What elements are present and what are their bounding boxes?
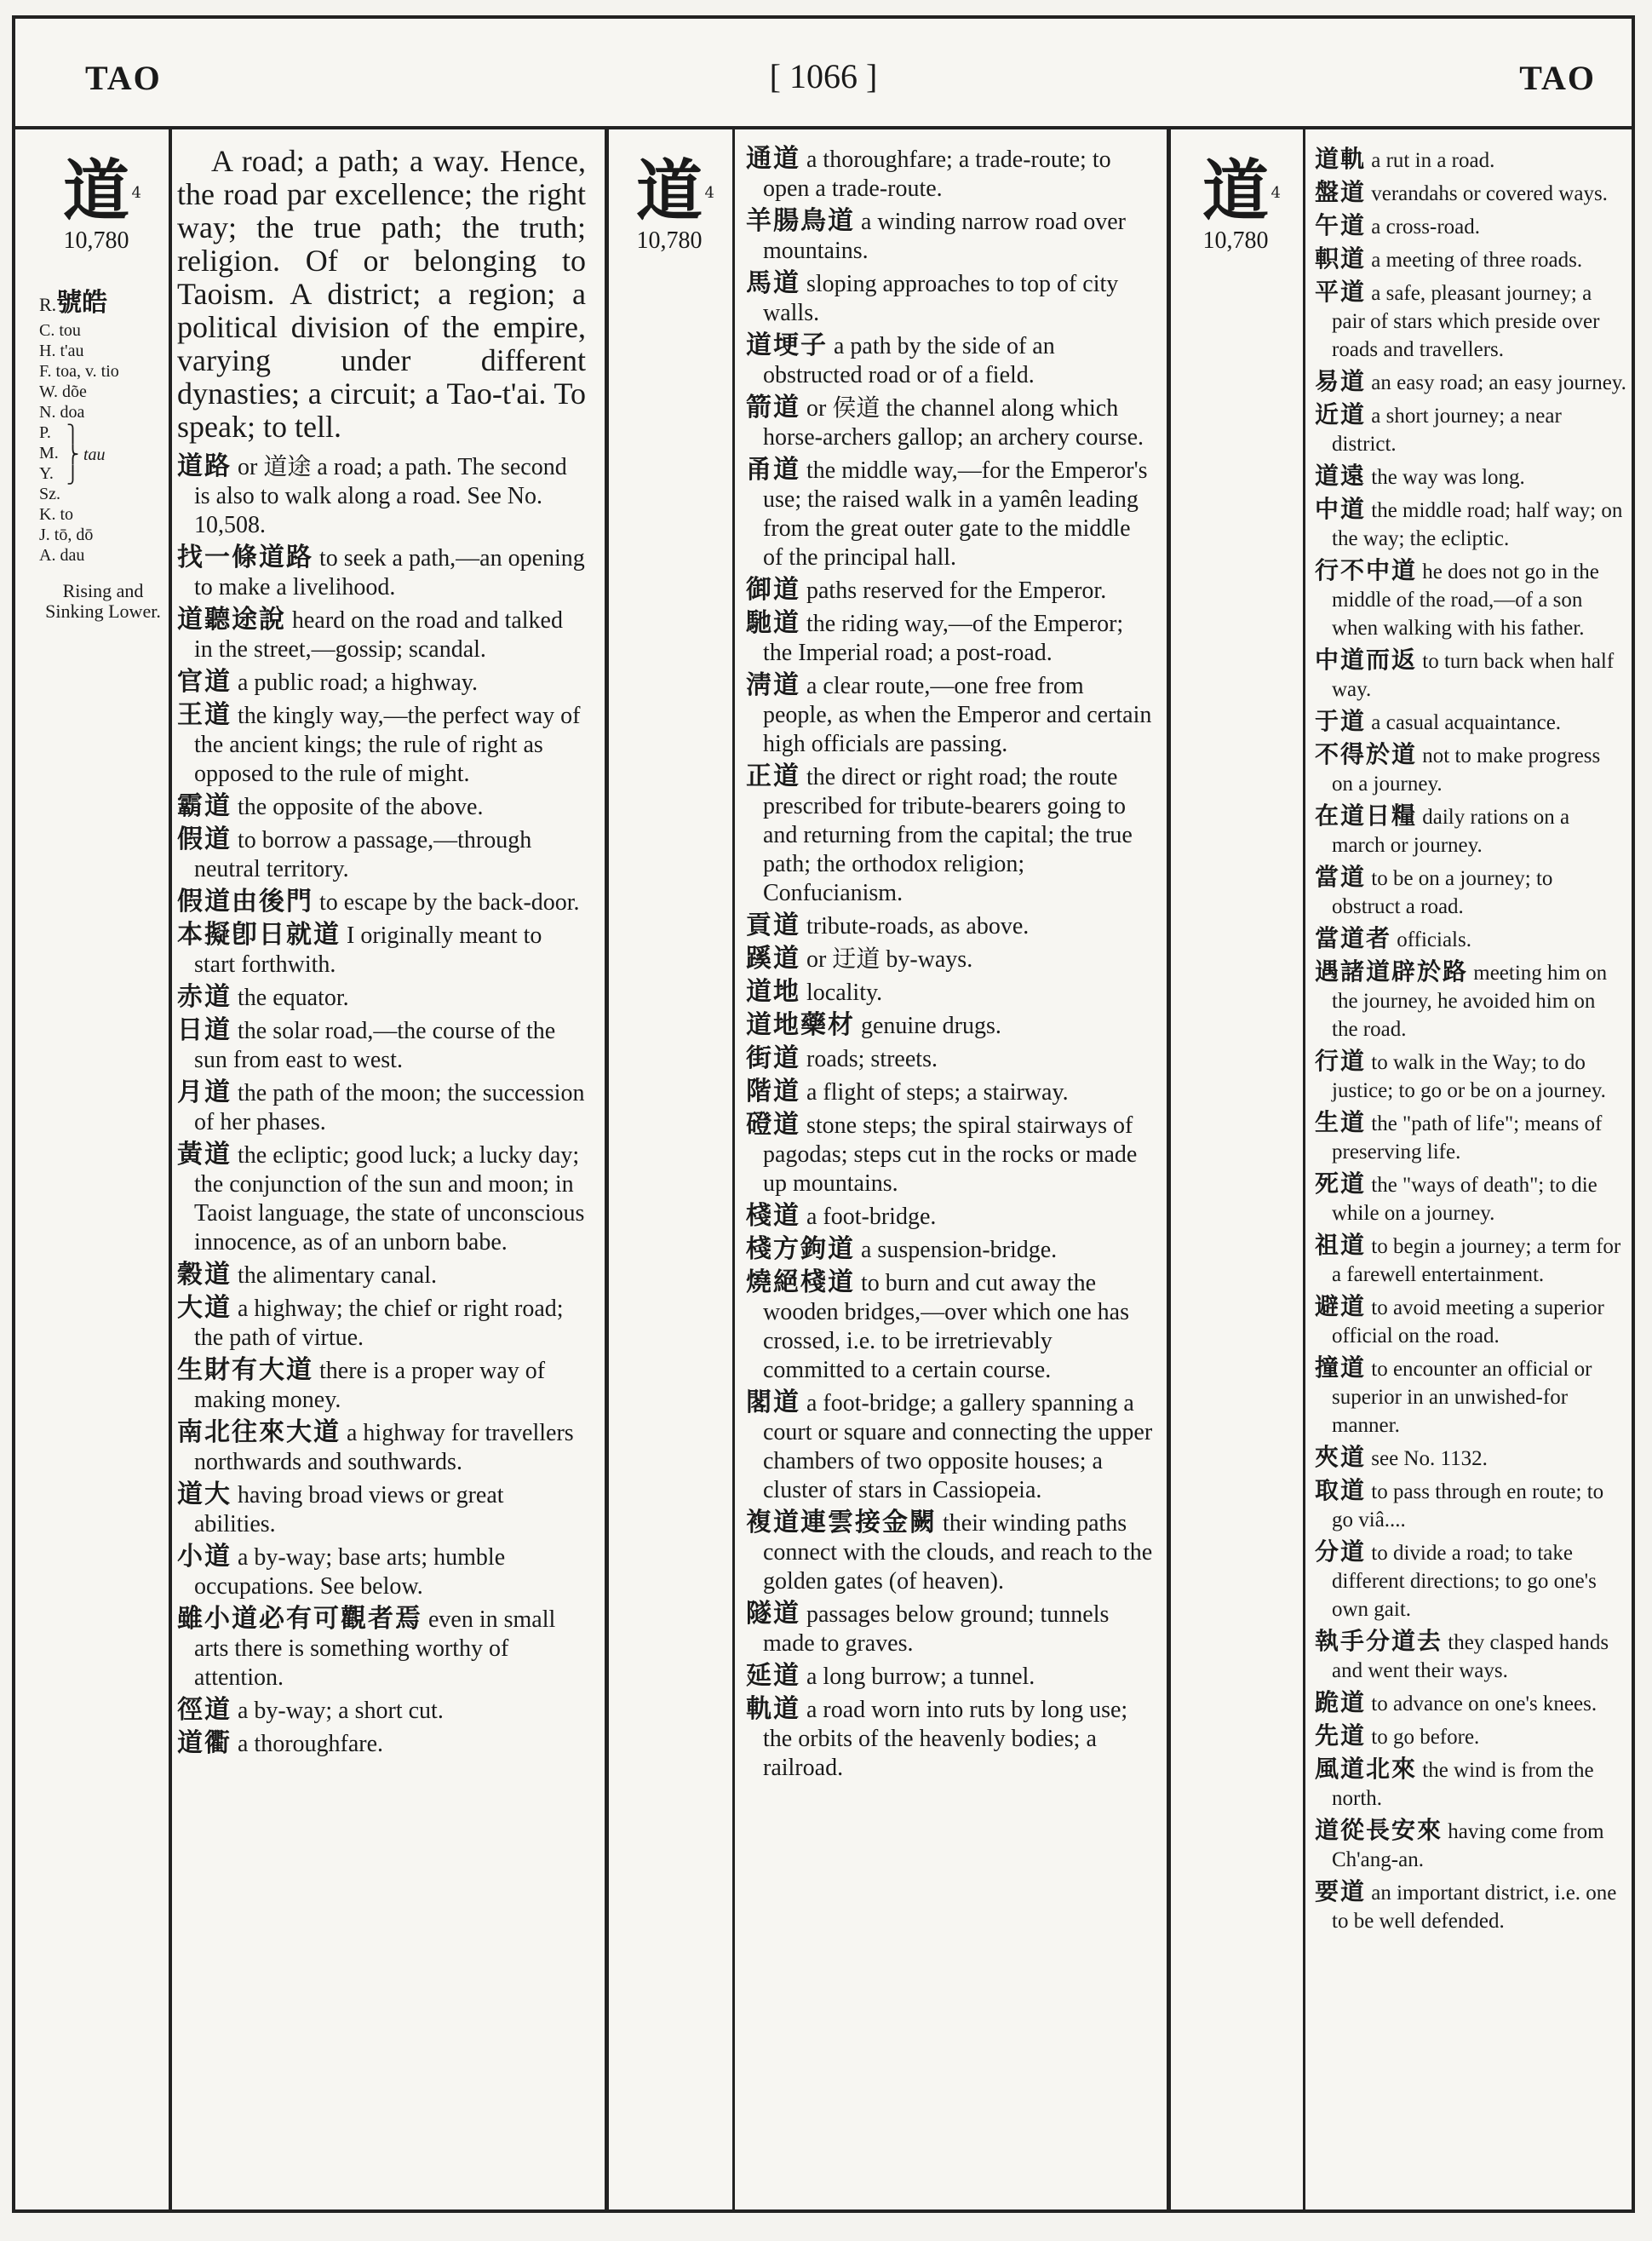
entry-definition: to divide a road; to take different directions; to go one's own gait. — [1332, 1542, 1597, 1621]
dictionary-entry — [746, 762, 1155, 908]
entry-term: 馳道 — [746, 608, 800, 638]
entry-term: 本擬卽日就道 — [177, 920, 341, 950]
entry-definition: see No. 1132. — [1366, 1447, 1488, 1470]
entry-definition: to walk in the Way; to do justice; to go or be on a journey. — [1332, 1051, 1606, 1102]
page-number: [ 1066 ] — [769, 57, 878, 95]
dictionary-entry — [177, 452, 586, 540]
dictionary-entry — [177, 1480, 586, 1539]
dictionary-entry — [746, 609, 1155, 668]
tone-mark: 4 — [131, 184, 141, 202]
entry-definition: to encounter an official or superior in an unwished-for manner. — [1332, 1358, 1592, 1437]
tone-mark: 4 — [704, 184, 714, 202]
entry-definition: they clasped hands and went their ways. — [1332, 1631, 1609, 1682]
dictionary-entry — [1315, 1353, 1626, 1439]
dictionary-entry — [1315, 1047, 1626, 1105]
entry-definition: the wind is from the north. — [1332, 1759, 1594, 1810]
entry-term: 街道 — [746, 1043, 800, 1073]
entry-definition: heard on the road and talked in the street,—gossip; scandal. — [194, 607, 563, 663]
entry-term: 赤道 — [177, 982, 232, 1012]
entry-definition: a highway for travellers northwards and southwards. — [194, 1420, 574, 1475]
dictionary-entry — [177, 668, 586, 698]
entry-definition: the equator. — [232, 985, 349, 1011]
dictionary-entry — [177, 1605, 586, 1692]
dictionary-entry — [1315, 863, 1626, 921]
entry-term: 道從長安來 — [1315, 1816, 1443, 1844]
entry-definition: a path by the side of an obstructed road or of a field. — [763, 333, 1055, 388]
entry-term: 南北往來大道 — [177, 1417, 341, 1447]
entry-term: 軹道 — [1315, 244, 1367, 273]
dictionary-entry — [1315, 924, 1626, 954]
entry-term: 平道 — [1315, 278, 1367, 306]
entry-term: 王道 — [177, 700, 232, 730]
column-rule — [1167, 129, 1171, 2209]
headword-block — [32, 152, 160, 254]
dictionary-entry — [1315, 178, 1626, 208]
dictionary-entry — [1315, 1688, 1626, 1718]
dictionary-entry — [1315, 1755, 1626, 1813]
dictionary-entry — [746, 1600, 1155, 1658]
entry-term: 雖小道必有可觀者焉 — [177, 1604, 422, 1634]
entry-term: 祖道 — [1315, 1231, 1367, 1259]
entry-definition: roads; streets. — [800, 1046, 938, 1072]
entry-term: 正道 — [746, 761, 800, 791]
dictionary-entry — [746, 145, 1155, 204]
entry-definition: to begin a journey; a term for a farewell entertainment. — [1332, 1235, 1621, 1286]
headword-number: 10,780 — [1202, 227, 1269, 254]
headword-character: 道 4 — [635, 152, 714, 230]
entry-definition: a foot-bridge; a gallery spanning a court or square and connecting the upper chambers of two opposite houses; a cluster of stars in Cassiopeia. — [763, 1390, 1153, 1503]
entry-term: 要道 — [1315, 1877, 1367, 1905]
entry-term: 小道 — [177, 1542, 232, 1572]
entry-definition: locality. — [800, 980, 883, 1006]
dictionary-entry — [177, 1543, 586, 1601]
entry-term: 階道 — [746, 1077, 800, 1106]
entry-term: 羊腸鳥道 — [746, 206, 855, 236]
entry-definition: a highway; the chief or right road; the path of virtue. — [194, 1296, 564, 1351]
entry-definition: not to make progress on a journey. — [1332, 744, 1601, 796]
entries-column-1 — [177, 145, 586, 1762]
entry-term: 御道 — [746, 575, 800, 605]
dictionary-entry — [1315, 495, 1626, 553]
dictionary-entry — [746, 269, 1155, 328]
entry-definition: to advance on one's knees. — [1366, 1692, 1598, 1715]
header-left-guide-word: TAO — [85, 59, 162, 97]
header-right-guide-word: TAO — [1519, 59, 1596, 97]
entry-term: 蹊道 — [746, 944, 800, 974]
entry-term: 不得於道 — [1315, 740, 1418, 768]
dictionary-entry — [177, 1261, 586, 1290]
reading-lines — [39, 320, 167, 422]
entry-term: 徑道 — [177, 1695, 232, 1725]
entry-term: 先道 — [1315, 1721, 1367, 1750]
dialect-reading: A. dau — [39, 546, 85, 565]
entry-definition: their winding paths connect with the clouds, and reach to the golden gates (of heaven). — [763, 1510, 1153, 1595]
entry-term: 易道 — [1315, 367, 1367, 395]
dialect-reading: Sz. — [39, 485, 60, 503]
entry-definition: a road worn into ruts by long use; the orbits of the heavenly bodies; a railroad. — [763, 1697, 1128, 1781]
dictionary-entry — [746, 945, 1155, 974]
entry-term: 行道 — [1315, 1047, 1367, 1075]
entry-term: 取道 — [1315, 1476, 1367, 1504]
entry-definition: the alimentary canal. — [232, 1262, 437, 1289]
entry-term: 箭道 — [746, 393, 800, 422]
entry-definition: there is a proper way of making money. — [194, 1358, 546, 1413]
dictionary-entry — [746, 394, 1155, 452]
entry-term: 執手分道去 — [1315, 1627, 1443, 1655]
entry-term: 月道 — [177, 1077, 232, 1107]
entry-definition: sloping approaches to top of city walls. — [763, 271, 1119, 326]
headword-character: 道 4 — [1202, 152, 1281, 230]
entry-term: 棧道 — [746, 1201, 800, 1231]
dictionary-entry — [746, 456, 1155, 572]
entry-definition: a safe, pleasant journey; a pair of stars which preside over roads and travellers. — [1332, 282, 1600, 361]
dictionary-entry — [177, 1696, 586, 1726]
entry-term: 中道而返 — [1315, 646, 1418, 674]
dictionary-entry — [746, 911, 1155, 941]
entry-term: 假道由後門 — [177, 887, 313, 917]
dictionary-entry — [746, 576, 1155, 606]
entry-definition: to seek a path,—an opening to make a livelihood. — [194, 545, 585, 600]
entry-term: 道大 — [177, 1480, 232, 1509]
entry-term: 道地 — [746, 977, 800, 1007]
entry-definition: to turn back when half way. — [1332, 650, 1615, 701]
entry-definition: the "path of life"; means of preserving life. — [1332, 1112, 1603, 1164]
dictionary-entry — [746, 1111, 1155, 1198]
entry-definition: or 迂道 by-ways. — [800, 946, 973, 973]
entry-definition: having come from Ch'ang-an. — [1332, 1820, 1604, 1871]
entry-definition: a suspension-bridge. — [855, 1237, 1058, 1263]
entry-term: 分道 — [1315, 1537, 1367, 1566]
entry-term: 夾道 — [1315, 1443, 1367, 1471]
column-rule — [169, 129, 172, 2209]
dictionary-entry — [1315, 646, 1626, 704]
dictionary-entry — [1315, 1877, 1626, 1935]
entry-definition: a cross-road. — [1366, 215, 1480, 238]
dictionary-entry — [177, 921, 586, 980]
entry-definition: meeting him on the journey, he avoided him on the road. — [1332, 962, 1608, 1041]
entry-term: 馬道 — [746, 268, 800, 298]
entry-definition: having broad views or great abilities. — [194, 1482, 504, 1537]
entry-definition: the "ways of death"; to die while on a journey. — [1332, 1174, 1598, 1225]
entry-term: 近道 — [1315, 400, 1367, 428]
dictionary-entry — [1315, 278, 1626, 364]
entry-term: 棧方鉤道 — [746, 1234, 855, 1264]
dictionary-entry — [1315, 462, 1626, 491]
dictionary-entry — [746, 1662, 1155, 1692]
entry-term: 在道日糧 — [1315, 802, 1418, 830]
dictionary-entry — [746, 1695, 1155, 1783]
dictionary-entry — [177, 543, 586, 602]
dictionary-entry — [177, 701, 586, 789]
entry-term: 盤道 — [1315, 178, 1367, 206]
dictionary-entry — [746, 207, 1155, 266]
reading-group — [39, 422, 167, 504]
dictionary-entry — [1315, 802, 1626, 859]
entry-definition: stone steps; the spiral stairways of pagodas; steps cut in the rocks or made up mountains. — [763, 1112, 1138, 1197]
entry-definition: a rut in a road. — [1366, 149, 1495, 172]
entry-definition: to burn and cut away the wooden bridges,—over which one has crossed, i.e. to be irretrievably committed to a certain course. — [763, 1270, 1130, 1383]
entry-definition: an easy road; an easy journey. — [1366, 371, 1626, 394]
entry-definition: the solar road,—the course of the sun from east to west. — [194, 1018, 556, 1073]
entry-term: 大道 — [177, 1293, 232, 1323]
entry-definition: I originally meant to start forthwith. — [194, 922, 542, 978]
reading-lines-tail — [39, 504, 167, 566]
dictionary-entry — [1315, 1231, 1626, 1289]
entry-definition: verandahs or covered ways. — [1366, 182, 1608, 205]
entry-term: 找一條道路 — [177, 543, 313, 572]
entry-term: 穀道 — [177, 1260, 232, 1290]
entry-term: 官道 — [177, 667, 232, 697]
dialect-reading: P. — [39, 423, 51, 442]
dictionary-entry — [1315, 556, 1626, 642]
dictionary-entry — [746, 1235, 1155, 1265]
radical-reading: R.號皓 — [39, 289, 108, 317]
dialect-reading: K. to — [39, 505, 73, 524]
entry-definition: he does not go in the middle of the road,—of a son when walking with his father. — [1332, 560, 1599, 640]
entry-definition: the path of the moon; the succession of her phases. — [194, 1080, 585, 1135]
entry-definition: tribute-roads, as above. — [800, 913, 1030, 939]
entry-term: 道軌 — [1315, 145, 1367, 173]
entry-definition: to borrow a passage,—through neutral territory. — [194, 827, 532, 882]
entry-term: 中道 — [1315, 495, 1367, 523]
entries-column-2 — [746, 145, 1155, 1786]
entry-definition: a flight of steps; a stairway. — [800, 1079, 1069, 1106]
entry-term: 淸道 — [746, 670, 800, 700]
dialect-readings — [39, 289, 167, 622]
entry-definition: officials. — [1391, 928, 1471, 951]
entry-definition: a by-way; a short cut. — [232, 1698, 444, 1724]
dictionary-entry — [177, 1078, 586, 1137]
entry-term: 軌道 — [746, 1694, 800, 1724]
entry-term: 霸道 — [177, 791, 232, 821]
dictionary-entry — [177, 888, 586, 917]
dictionary-entry — [746, 671, 1155, 759]
dictionary-entry — [1315, 145, 1626, 175]
dictionary-entry — [177, 792, 586, 822]
entry-term: 于道 — [1315, 707, 1367, 735]
dictionary-entry — [177, 1016, 586, 1075]
entry-definition: the riding way,—of the Emperor; the Imperial road; a post-road. — [763, 611, 1124, 666]
dictionary-entry — [1315, 1721, 1626, 1751]
entry-definition: even in small arts there is something worthy of attention. — [194, 1606, 556, 1691]
entry-definition: a long burrow; a tunnel. — [800, 1664, 1035, 1690]
entry-definition: a casual acquaintance. — [1366, 711, 1562, 734]
entry-definition: the middle road; half way; on the way; the ecliptic. — [1332, 499, 1623, 550]
dialect-reading: J. tō, dō — [39, 526, 94, 544]
dictionary-entry — [177, 983, 586, 1013]
entry-term: 通道 — [746, 144, 800, 174]
entry-term: 貢道 — [746, 911, 800, 940]
dictionary-entry — [1315, 244, 1626, 274]
dialect-reading: Y. — [39, 464, 54, 483]
entry-definition: to pass through en route; to go viâ.... — [1332, 1480, 1604, 1531]
entry-term: 閣道 — [746, 1388, 800, 1417]
dictionary-entry — [177, 825, 586, 884]
dictionary-entry — [1315, 1443, 1626, 1473]
entry-definition: to go before. — [1366, 1726, 1480, 1749]
tone-note: Rising and Sinking Lower. — [45, 580, 161, 622]
entry-definition: genuine drugs. — [855, 1013, 1001, 1039]
entry-definition: passages below ground; tunnels made to graves. — [763, 1601, 1110, 1657]
entry-definition: or 侯道 the channel along which horse-archers gallop; an archery course. — [763, 395, 1144, 451]
dictionary-entry — [177, 1356, 586, 1415]
dictionary-entry — [746, 1011, 1155, 1041]
entry-definition: to be on a journey; to obstruct a road. — [1332, 867, 1553, 918]
entry-definition: a short journey; a near district. — [1332, 405, 1562, 456]
dialect-reading: H. t'au — [39, 342, 84, 360]
dictionary-entry — [1315, 1627, 1626, 1685]
dictionary-entry — [1315, 400, 1626, 458]
entry-definition: paths reserved for the Emperor. — [800, 577, 1107, 604]
entry-definition: to avoid meeting a superior official on the road. — [1332, 1296, 1604, 1347]
entry-term: 假道 — [177, 825, 232, 854]
entry-definition: or 道途 a road; a path. The second is also to walk along a road. See No. 10,508. — [194, 454, 567, 538]
headword-character: 道 4 — [62, 152, 141, 230]
entry-definition: a meeting of three roads. — [1366, 249, 1583, 272]
entry-term: 撞道 — [1315, 1353, 1367, 1382]
entry-term: 道聽途說 — [177, 605, 286, 635]
entry-term: 甬道 — [746, 455, 800, 485]
dictionary-entry — [1315, 957, 1626, 1043]
entry-term: 道衢 — [177, 1728, 232, 1758]
entry-term: 道遠 — [1315, 462, 1367, 490]
entry-term: 當道者 — [1315, 924, 1392, 952]
headword-number: 10,780 — [63, 227, 129, 254]
dictionary-entry — [1315, 740, 1626, 798]
headword-block — [1173, 152, 1298, 254]
dictionary-entry — [746, 1202, 1155, 1232]
dictionary-entry — [1315, 1169, 1626, 1227]
dictionary-entry — [746, 978, 1155, 1008]
entry-term: 道路 — [177, 451, 232, 481]
entry-term: 午道 — [1315, 211, 1367, 239]
dictionary-entry — [1315, 211, 1626, 241]
dialect-reading: C. tou — [39, 321, 81, 340]
dictionary-entry — [177, 1294, 586, 1353]
entry-definition: a winding narrow road over mountains. — [763, 209, 1127, 264]
entry-term: 隧道 — [746, 1599, 800, 1629]
entry-term: 道埂子 — [746, 330, 828, 360]
entry-term: 燒絕棧道 — [746, 1267, 855, 1297]
dictionary-entry — [177, 1141, 586, 1257]
dictionary-entry — [746, 1508, 1155, 1596]
entry-definition: daily rations on a march or journey. — [1332, 806, 1570, 857]
entry-term: 當道 — [1315, 863, 1367, 891]
dialect-reading: F. toa, v. tio — [39, 362, 119, 381]
dictionary-entry — [1315, 1816, 1626, 1874]
dialect-reading: M. — [39, 444, 59, 463]
dialect-reading: N. doa — [39, 403, 85, 422]
dictionary-entry — [746, 1388, 1155, 1505]
dictionary-entry — [746, 1077, 1155, 1107]
entry-definition: a clear route,—one free from people, as when the Emperor and certain high officials are passing. — [763, 673, 1152, 757]
entry-term: 道地藥材 — [746, 1010, 855, 1040]
dictionary-entry — [177, 606, 586, 664]
dictionary-page — [12, 15, 1635, 2213]
entry-definition: the opposite of the above. — [232, 794, 484, 820]
dictionary-entry — [1315, 1108, 1626, 1166]
definition-intro: A road; a path; a way. Hence, the road par excellence; the right way; the true path; the truth; religion. Of or belonging to Taoism. A district; a region; a political division of the empire, varying under different dynasties; a circuit; a Tao-t'ai. To speak; to tell. — [177, 144, 586, 444]
entry-term: 行不中道 — [1315, 556, 1418, 584]
page-header — [15, 19, 1632, 129]
entry-definition: the ecliptic; good luck; a lucky day; the conjunction of the sun and moon; in Taoist language, the state of unconscious innocence, as of an unborn babe. — [194, 1142, 585, 1256]
entry-term: 死道 — [1315, 1169, 1367, 1198]
entry-definition: the direct or right road; the route prescribed for tribute-bearers going to and returning from the capital; the true path; the orthodox religion; Confucianism. — [763, 764, 1133, 906]
dictionary-entry — [1315, 1537, 1626, 1623]
column-rule — [1303, 129, 1305, 2209]
dictionary-entry — [177, 1729, 586, 1759]
entry-term: 跪道 — [1315, 1688, 1367, 1716]
entry-term: 複道連雲接金闕 — [746, 1508, 937, 1537]
dictionary-entry — [746, 1268, 1155, 1385]
headword-block — [611, 152, 727, 254]
entry-definition: the kingly way,—the perfect way of the ancient kings; the rule of right as opposed to the rule of might. — [194, 703, 581, 787]
entries-column-3 — [1315, 145, 1626, 1939]
entry-term: 風道北來 — [1315, 1755, 1418, 1783]
entry-definition: to escape by the back-door. — [313, 889, 580, 916]
entry-definition: a public road; a highway. — [232, 669, 478, 696]
entry-term: 延道 — [746, 1661, 800, 1691]
entry-definition: a by-way; base arts; humble occupations. See below. — [194, 1544, 506, 1600]
entry-definition: the way was long. — [1366, 466, 1525, 489]
column-rule — [605, 129, 609, 2209]
entry-term: 生道 — [1315, 1108, 1367, 1136]
dictionary-entry — [1315, 707, 1626, 737]
dictionary-entry — [177, 1418, 586, 1477]
entry-term: 磴道 — [746, 1110, 800, 1140]
brace-symbol: ⎫ ⎬ tau ⎭ — [66, 425, 106, 485]
entry-term: 黃道 — [177, 1140, 232, 1169]
entry-definition: an important district, i.e. one to be well defended. — [1332, 1882, 1617, 1933]
tone-mark: 4 — [1271, 184, 1281, 202]
dictionary-entry — [1315, 1476, 1626, 1534]
dictionary-entry — [746, 331, 1155, 390]
entry-term: 日道 — [177, 1015, 232, 1045]
column-rule — [732, 129, 735, 2209]
entry-term: 避道 — [1315, 1292, 1367, 1320]
entry-term: 遇諸道辟於路 — [1315, 957, 1469, 985]
entry-definition: a foot-bridge. — [800, 1204, 937, 1230]
entry-definition: a thoroughfare. — [232, 1731, 384, 1757]
dictionary-entry — [1315, 1292, 1626, 1350]
dialect-reading: W. dõe — [39, 382, 87, 401]
dictionary-entry — [1315, 367, 1626, 397]
headword-number: 10,780 — [636, 227, 703, 254]
entry-definition: the middle way,—for the Emperor's use; the raised walk in a yamên leading from the great outer gate to the middle of the principal hall. — [763, 457, 1148, 571]
dictionary-entry — [746, 1044, 1155, 1074]
entry-definition: a thoroughfare; a trade-route; to open a trade-route. — [763, 147, 1111, 202]
entry-term: 生財有大道 — [177, 1355, 313, 1385]
